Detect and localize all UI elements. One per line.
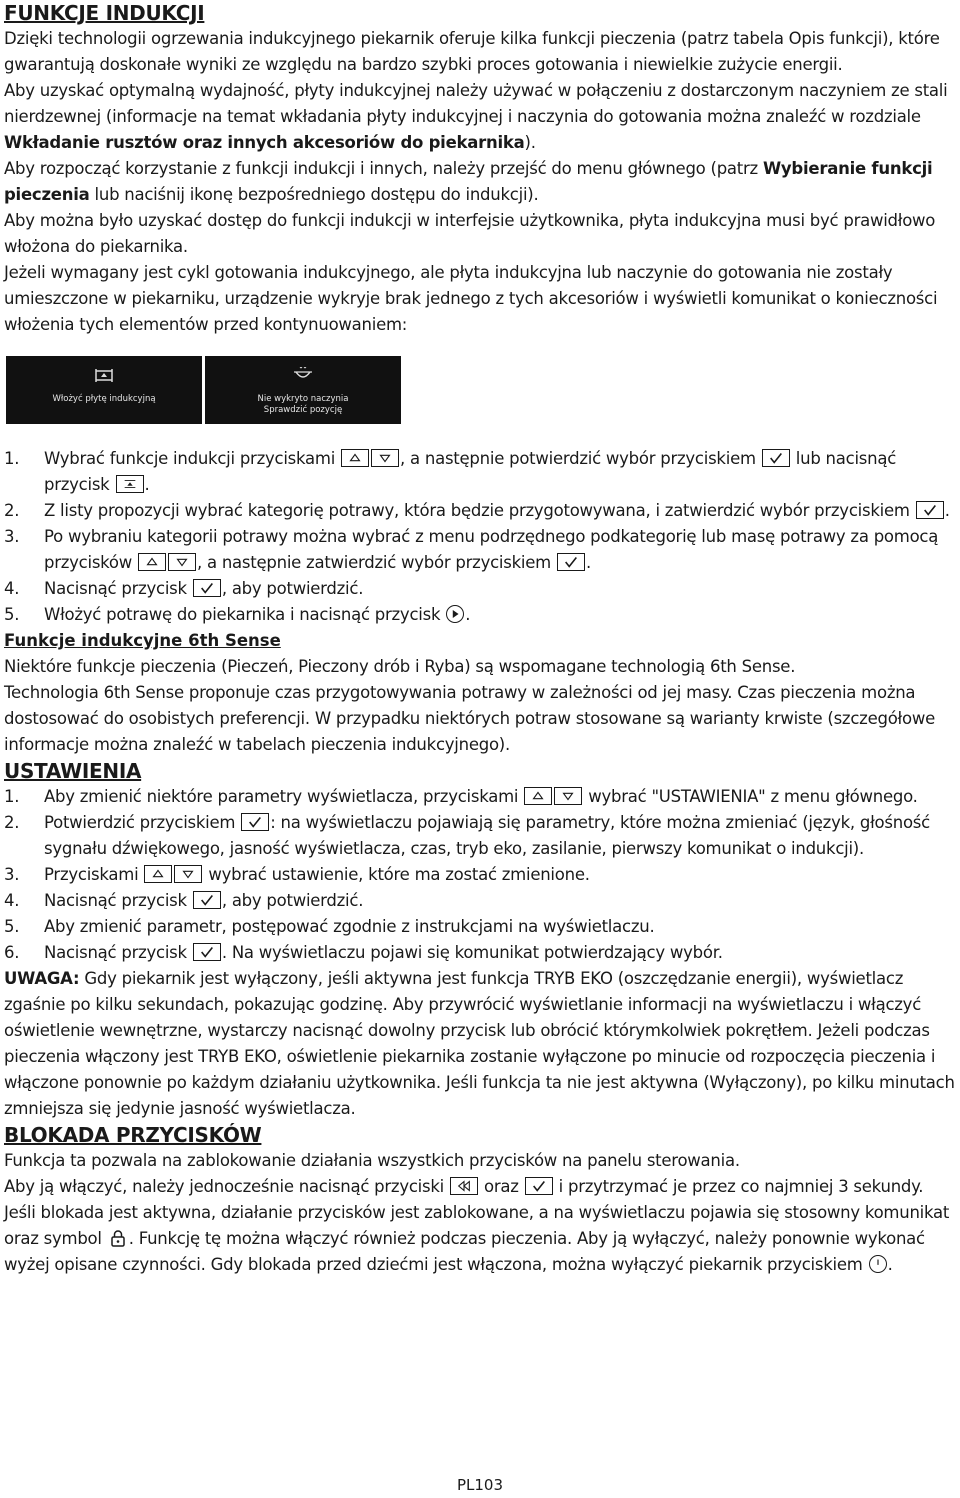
list-item: 2. Potwierdzić przyciskiem : na wyświetlaczu pojawiają się parametry, które można zmieniać (język, głośność sygnału dźwiękowego, jasność wyświetlacza, czas, tryb eko, zasilanie, pierwszy komunikat o indukcji). [4, 813, 930, 858]
up-arrow-icon [341, 449, 369, 467]
play-start-icon [446, 605, 464, 623]
list-item: 1. Aby zmienić niektóre parametry wyświetlacza, przyciskami wybrać "USTAWIENIA" z menu głównego. [4, 787, 918, 806]
paragraph: Aby można było uzyskać dostęp do funkcji indukcji w interfejsie użytkownika, płyta indukcyjna musi być prawidłowo włożona do piekarnika. [4, 211, 936, 256]
display-screens [6, 356, 956, 424]
check-icon [916, 501, 944, 519]
display-screen-no-pot [205, 356, 401, 424]
induction-steps-list [4, 446, 956, 628]
induction-plate-icon [93, 366, 115, 384]
section-title-induction: FUNKCJE INDUKCJI [4, 1, 205, 25]
paragraph: Aby ją włączyć, należy jednocześnie nacisnąć przyciski oraz i przytrzymać je przez co najmniej 3 sekundy. Jeśli blokada jest aktywna, działanie przycisków jest zablokowane, a na wyświetlaczu pojawia się stosowny komunikat oraz symbol . Funkcję tę można włączyć również podczas pieczenia. Aby ją wyłączyć, należy ponownie wykonać wyżej opisane czynności. Gdy blokada przed dziećmi jest włączona, można wyłączyć piekarnik przyciskiem . [4, 1177, 950, 1274]
induction-shortcut-icon [116, 475, 144, 493]
down-arrow-icon [174, 865, 202, 883]
check-icon [193, 579, 221, 597]
list-item: 3. Po wybraniu kategorii potrawy można wybrać z menu podrzędnego podkategorię lub masę potrawy za pomocą przycisków , a następnie zatwierdzić wybór przyciskiem . [4, 527, 939, 572]
paragraph: Niektóre funkcje pieczenia (Pieczeń, Pieczony drób i Ryba) są wspomagane technologią 6th Sense. [4, 657, 796, 676]
list-item: 2. Z listy propozycji wybrać kategorię potrawy, która będzie przygotowywana, i zatwierdzić wybór przyciskiem . [4, 501, 950, 520]
check-icon [762, 449, 790, 467]
lock-icon [108, 1229, 128, 1247]
power-icon [869, 1255, 887, 1273]
list-item: 5. Włożyć potrawę do piekarnika i nacisnąć przycisk . [4, 605, 471, 624]
down-arrow-icon [554, 787, 582, 805]
list-item: 1. Wybrać funkcje indukcji przyciskami , a następnie potwierdzić wybór przyciskiem lub nacisnąć przycisk . [4, 449, 897, 494]
paragraph: Technologia 6th Sense proponuje czas przygotowywania potrawy w zależności od jej masy. Czas pieczenia można dostosować do osobistych preferencji. W przypadku niektórych potraw stosowane są warianty krwiste (szczegółowe informacje można znaleźć w tabelach pieczenia indukcyjnego). [4, 683, 935, 754]
up-arrow-icon [144, 865, 172, 883]
paragraph: Jeżeli wymagany jest cykl gotowania indukcyjnego, ale płyta indukcyjna lub naczynie do gotowania nie zostały umieszczone w piekarniku, urządzenie wykryje brak jednego z tych akcesoriów i wyświetli komunikat o konieczności włożenia tych elementów przed kontynuowaniem: [4, 263, 938, 334]
list-item: 4. Nacisnąć przycisk , aby potwierdzić. [4, 891, 364, 910]
section-title-settings: USTAWIENIA [4, 759, 142, 783]
cooking-pot-icon [292, 366, 314, 384]
settings-steps-list [4, 784, 956, 966]
check-icon [525, 1177, 553, 1195]
document-page [4, 0, 956, 1278]
list-item: 4. Nacisnąć przycisk , aby potwierdzić. [4, 579, 364, 598]
section-title-6th-sense: Funkcje indukcyjne 6th Sense [4, 631, 281, 650]
up-arrow-icon [138, 553, 166, 571]
paragraph: Aby rozpocząć korzystanie z funkcji indukcji i innych, należy przejść do menu głównego (patrz Wybieranie funkcji pieczenia lub naciśnij ikonę bezpośredniego dostępu do indukcji). [4, 159, 933, 204]
up-arrow-icon [524, 787, 552, 805]
paragraph: Funkcja ta pozwala na zablokowanie działania wszystkich przycisków na panelu sterowania. [4, 1151, 740, 1170]
back-icon [450, 1177, 478, 1195]
list-item: 6. Nacisnąć przycisk . Na wyświetlaczu pojawi się komunikat potwierdzający wybór. [4, 943, 723, 962]
list-item: 3. Przyciskami wybrać ustawienie, które ma zostać zmienione. [4, 865, 590, 884]
check-icon [241, 813, 269, 831]
section-title-key-lock: BLOKADA PRZYCISKÓW [4, 1123, 262, 1147]
note-paragraph: UWAGA: Gdy piekarnik jest wyłączony, jeśli aktywna jest funkcja TRYB EKO (oszczędzanie energii), wyświetlacz zgaśnie po kilku sekundach, pokazując godzinę. Aby przywrócić wyświetlanie informacji na wyświetlaczu i włączyć oświetlenie wewnętrzne, wystarczy nacisnąć dowolny przycisk lub obrócić którymkolwiek pokrętłem. Jeżeli podczas pieczenia włączony jest TRYB EKO, oświetlenie piekarnika zostanie wyłączone po minucie od rozpoczęcia pieczenia i włączone ponownie po każdym działaniu użytkownika. Jeśli funkcja ta nie jest aktywna (Wyłączony), po kilku minutach zmniejsza się jedynie jasność wyświetlacza. [4, 969, 955, 1118]
display-message: Nie wykryto naczynia Sprawdzić pozycję [257, 394, 349, 415]
page-number: PL103 [456, 1476, 504, 1494]
down-arrow-icon [168, 553, 196, 571]
paragraph: Aby uzyskać optymalną wydajność, płyty indukcyjnej należy używać w połączeniu z dostarczonym naczyniem ze stali nierdzewnej (informacje na temat wkładania płyty indukcyjnej i naczynia do gotowania można znaleźć w rozdziale Wkładanie rusztów oraz innych akcesoriów do piekarnika). [4, 81, 948, 152]
down-arrow-icon [371, 449, 399, 467]
display-message: Włożyć płytę indukcyjną [52, 394, 156, 404]
paragraph: Dzięki technologii ogrzewania indukcyjnego piekarnik oferuje kilka funkcji pieczenia (patrz tabela Opis funkcji), które gwarantują doskonałe wyniki ze względu na bardzo szybki proces gotowania i niewielkie zużycie energii. [4, 29, 940, 74]
list-item: 5. Aby zmienić parametr, postępować zgodnie z instrukcjami na wyświetlaczu. [4, 917, 655, 936]
display-screen-insert-plate [6, 356, 202, 424]
check-icon [193, 891, 221, 909]
check-icon [557, 553, 585, 571]
check-icon [193, 943, 221, 961]
